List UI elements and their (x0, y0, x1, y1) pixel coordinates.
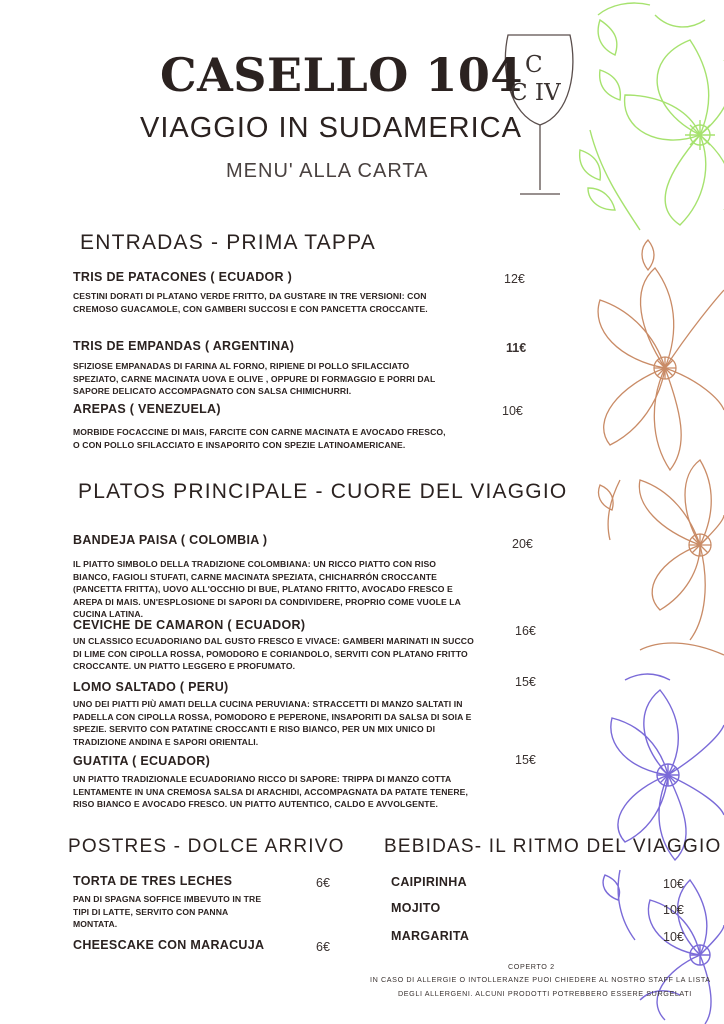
drink-price: 10€ (663, 877, 684, 891)
dish-description: CESTINI DORATI DI PLATANO VERDE FRITTO, DA GUSTARE IN TRE VERSIONI: CON CREMOSO GUACAMOLE, CON GAMBERI SUCCOSI E CON PANCETTA CROCCANTE. (73, 291, 428, 314)
green-flower-icon (580, 3, 724, 230)
dish-name: CEVICHE DE CAMARON ( ECUADOR) (73, 618, 306, 632)
dish-description: UNO DEI PIATTI PIÙ AMATI DELLA CUCINA PERUVIANA: STRACCETTI DI MANZO SALTATI IN PADELLA CON CIPOLLA ROSSA, POMODORO E PEPERONE, INSAPORITI DA SALSA DI SOIA E SPEZIE. SERVITO CON PATATINE CROCCANTI E RISO BIANCO, PER UN MIX UNICO DI TRADIZIONE ANDINA E SAPORI ORIENTALI. (73, 699, 472, 747)
brand-title: CASELLO 104 (160, 48, 523, 102)
dish-name: AREPAS ( VENEZUELA) (73, 402, 221, 416)
menu-subtitle: VIAGGIO IN SUDAMERICA (140, 112, 522, 144)
dish-name: LOMO SALTADO ( PERU) (73, 680, 229, 694)
drink-price: 10€ (663, 903, 684, 917)
dish-name: CHEESCAKE CON MARACUJA (73, 938, 265, 952)
dish-description: UN PIATTO TRADIZIONALE ECUADORIANO RICCO DI SAPORE: TRIPPA DI MANZO COTTA LENTAMENTE IN UNA CREMOSA SALSA DI ARACHIDI, ACCOMPAGNATA DA PATATE TENERE, RISO BIANCO E AVOCADO FRESCO. UN PIATTO AUTENTICO, CALDO E AVVOLGENTE. (73, 774, 468, 810)
dish-price: 16€ (515, 624, 536, 638)
menu-type: MENU' ALLA CARTA (226, 160, 429, 182)
dish-name: TRIS DE EMPANDAS ( ARGENTINA) (73, 339, 295, 353)
allergy-note-line2: DEGLI ALLERGENI. ALCUNI PRODOTTI POTREBBERO ESSERE SURGELATI (398, 989, 692, 998)
section-title-platos: PLATOS PRINCIPALE - CUORE DEL VIAGGIO (78, 480, 568, 503)
dish-price: 20€ (512, 537, 533, 551)
dish-price: 15€ (515, 675, 536, 689)
dish-description: IL PIATTO SIMBOLO DELLA TRADIZIONE COLOMBIANA: UN RICCO PIATTO CON RISO BIANCO, FAGIOLI STUFATI, CARNE MACINATA SPEZIATA, CHICHARRÓN CROCCANTE (PANCETTA FRITTA), UOVO ALL'OCCHIO DI BUE, PLATANO FRITTO, AVOCADO FRESCO E AREPA DI MAIS. UN'ESPLOSIONE DI SAPORI DA CONDIVIDERE, PROPRIO COME VUOLE LA CUCINA LATINA. (73, 559, 461, 620)
allergy-note-line1: IN CASO DI ALLERGIE O INTOLLERANZE PUOI CHIEDERE AL NOSTRO STAFF LA LISTA (370, 975, 711, 984)
drink-name: MOJITO (391, 901, 441, 915)
logo-letter-bottom: C IV (510, 80, 561, 106)
dish-name: GUATITA ( ECUADOR) (73, 754, 211, 768)
dish-price: 11€ (506, 341, 527, 355)
drink-name: MARGARITA (391, 929, 470, 943)
coperto-note: COPERTO 2 (508, 962, 555, 971)
dish-description: SFIZIOSE EMPANADAS DI FARINA AL FORNO, RIPIENE DI POLLO SFILACCIATO SPEZIATO, CARNE MACINATA UOVA E OLIVE , OPPURE DI FORMAGGIO E PORRI DAL SAPORE DELICATO ACCOMPAGNATO CON SALSA CHIMICHURRI. (73, 361, 436, 397)
drink-name: CAIPIRINHA (391, 875, 467, 889)
dish-name: BANDEJA PAISA ( COLOMBIA ) (73, 533, 268, 547)
dish-price: 15€ (515, 753, 536, 767)
dish-description: UN CLASSICO ECUADORIANO DAL GUSTO FRESCO E VIVACE: GAMBERI MARINATI IN SUCCO DI LIME CON CIPOLLA ROSSA, POMODORO E CORIANDOLO, SERVITI CON PLATANO FRITTO CROCCANTE. UN PIATTO LEGGERO E PROFUMATO. (73, 636, 474, 672)
dish-price: 12€ (504, 272, 525, 286)
dish-price: 6€ (316, 940, 330, 954)
dish-name: TORTA DE TRES LECHES (73, 874, 233, 888)
section-title-entradas: ENTRADAS - PRIMA TAPPA (80, 231, 376, 254)
dish-price: 6€ (316, 876, 330, 890)
section-title-bebidas: BEBIDAS- IL RITMO DEL VIAGGIO (384, 836, 722, 857)
logo-letter-top: C (525, 52, 543, 78)
dish-price: 10€ (502, 404, 523, 418)
copper-flower-icon (598, 240, 724, 655)
section-title-postres: POSTRES - DOLCE ARRIVO (68, 836, 345, 857)
dish-description: PAN DI SPAGNA SOFFICE IMBEVUTO IN TRE TIPI DI LATTE, SERVITO CON PANNA MONTATA. (73, 894, 262, 930)
dish-description: MORBIDE FOCACCINE DI MAIS, FARCITE CON CARNE MACINATA E AVOCADO FRESCO, O CON POLLO SFILACCIATO E INSAPORITO CON SPEZIE LATINOAMERICANE. (73, 427, 446, 450)
drink-price: 10€ (663, 930, 684, 944)
dish-name: TRIS DE PATACONES ( ECUADOR ) (73, 270, 293, 284)
